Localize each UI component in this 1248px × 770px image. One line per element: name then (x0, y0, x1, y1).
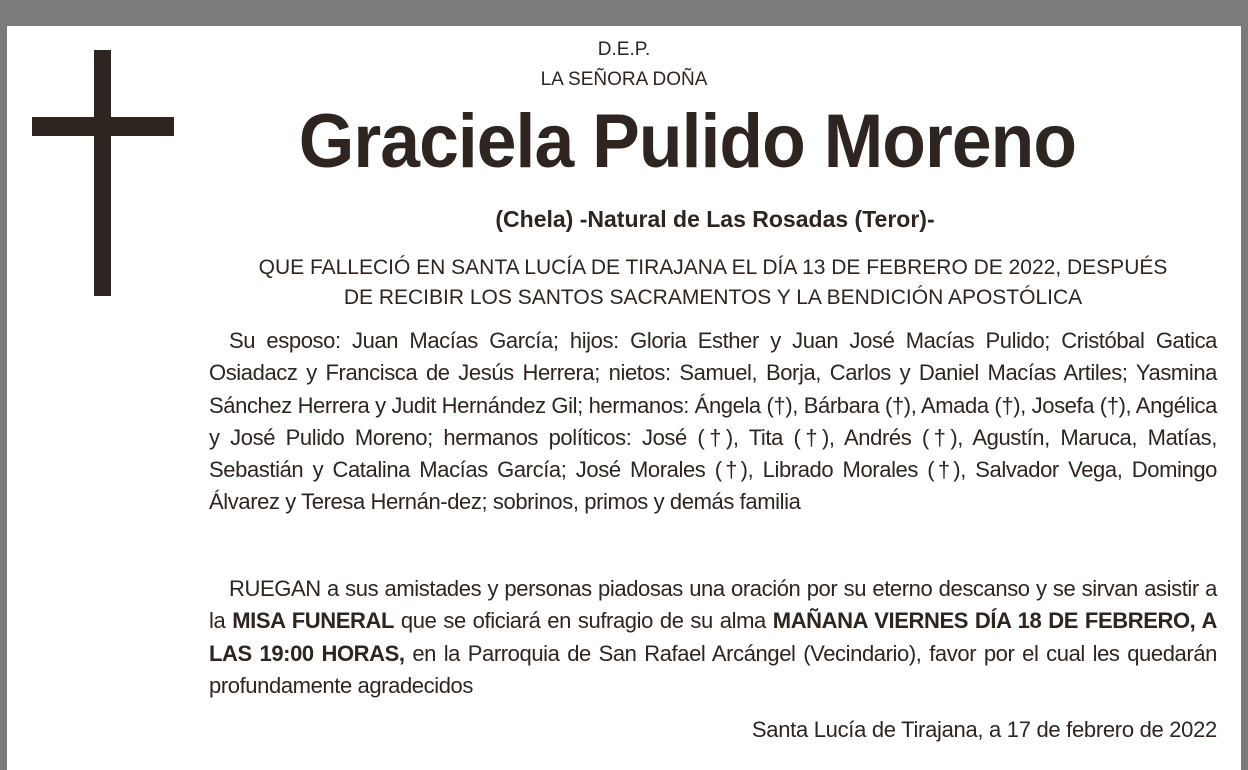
death-announcement (208, 253, 1218, 313)
mass-label: MISA FUNERAL (232, 608, 395, 634)
request-text-2: que se oficiará en sufragio de su alma (394, 608, 773, 634)
family-list: Su esposo: Juan Macías García; hijos: Gloria Esther y Juan José Macías Pulido; Cristóbal Gatica Osiadacz y Francisca de Jesús Herrera; nietos: Samuel, Borja, Carlos y Daniel Macías Artiles; Yasmina Sánchez Herrera y Judit Hernández Gil; hermanos: Ángela (†), Bárbara (†), Amada (†), Josefa (†), Angélica y José Pulido Moreno; hermanos políticos: José (†), Tita (†), Andrés (†), Agustín, Maruca, Matías, Sebastián y Catalina Macías García; José Morales (†), Librado Morales (†), Salvador Vega, Domingo Álvarez y Teresa Hernán-dez; sobrinos, primos y demás familia (209, 328, 1217, 515)
nickname-origin: (Chela) -Natural de Las Rosadas (Teror)- (495, 206, 935, 232)
place-date: Santa Lucía de Tirajana, a 17 de febrero de 2022 (751, 717, 1217, 742)
title-line: LA SEÑORA DOÑA (540, 69, 708, 90)
death-announcement-line-2: DE RECIBIR LOS SANTOS SACRAMENTOS Y LA BENDICIÓN APOSTÓLICA (343, 286, 1083, 309)
death-announcement-line-1: QUE FALLECIÓ EN SANTA LUCÍA DE TIRAJANA EL DÍA 13 DE FEBRERO DE 2022, DESPUÉS (258, 256, 1168, 279)
mass-date: MAÑANA VIERNES DÍA 18 DE FEBRERO, A LAS 19:00 HORAS, (209, 608, 1217, 666)
request-text-3: en la Parroquia de San Rafael Arcángel (Vecindario), favor por el cual les quedarán profundamente agradecidos (209, 640, 1217, 698)
funeral-request (209, 573, 1217, 702)
request-text-1: RUEGAN a sus amistades y personas piadosas una oración por su eterno descanso y se sirvan asistir a la (209, 576, 1217, 634)
deceased-name: Graciela Pulido Moreno (298, 99, 1077, 184)
dep-label: D.E.P. (597, 39, 651, 60)
